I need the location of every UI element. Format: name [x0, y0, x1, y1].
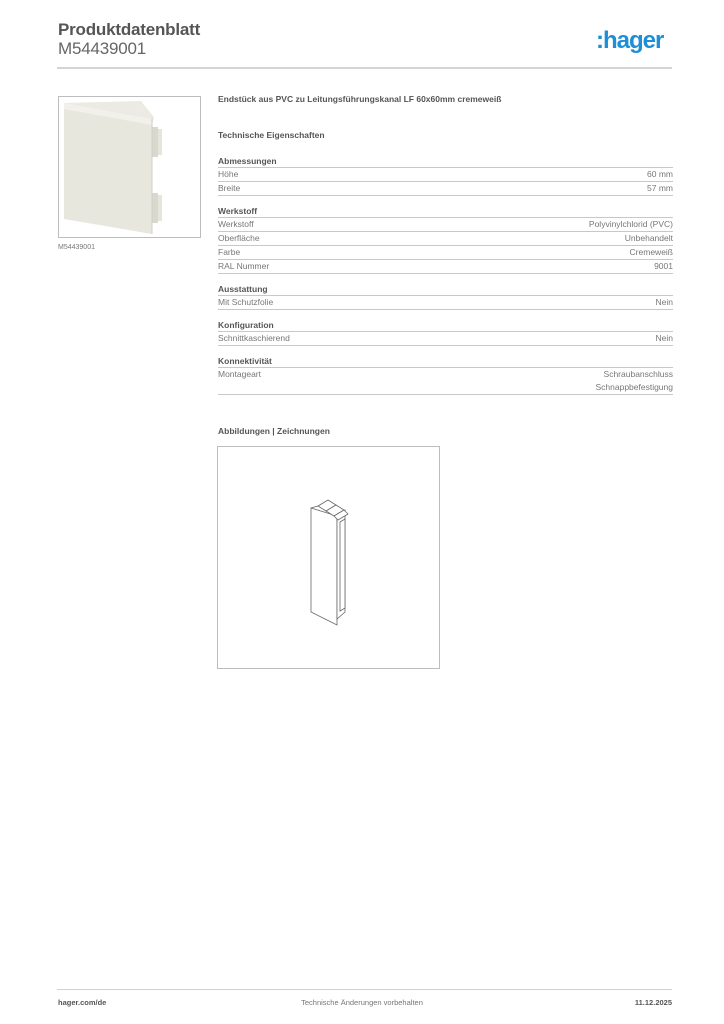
property-value: Polyvinylchlorid (PVC) — [588, 219, 673, 229]
section-title: Werkstoff — [218, 205, 673, 218]
main-content — [218, 94, 673, 404]
section-title: Konnektivität — [218, 355, 673, 368]
property-value-line: Schnappbefestigung — [595, 382, 673, 392]
property-label: Breite — [218, 183, 241, 193]
property-value: Nein — [655, 333, 673, 343]
property-value: 57 mm — [647, 183, 673, 193]
property-value: Nein — [655, 297, 673, 307]
property-row — [218, 232, 673, 246]
website-link[interactable]: hager.com/de — [58, 998, 107, 1007]
property-label: Werkstoff — [218, 219, 254, 229]
property-value: Unbehandelt — [624, 233, 673, 243]
property-row — [218, 296, 673, 310]
property-label: Höhe — [218, 169, 239, 179]
document-date: 11.12.2025 — [634, 998, 672, 1007]
hager-logo: :hager — [596, 27, 664, 54]
property-row — [218, 260, 673, 274]
property-label: RAL Nummer — [218, 261, 270, 271]
property-value — [595, 368, 673, 394]
section-title: Abmessungen — [218, 155, 673, 168]
property-label: Mit Schutzfolie — [218, 297, 274, 307]
section-equipment — [218, 283, 673, 310]
product-image-caption: M54439001 — [58, 244, 95, 251]
section-configuration — [218, 319, 673, 346]
product-image — [58, 96, 201, 238]
property-value: Cremeweiß — [629, 247, 673, 257]
footer-divider — [57, 989, 672, 990]
section-connectivity — [218, 355, 673, 395]
property-row — [218, 368, 673, 395]
property-label: Oberfläche — [218, 233, 260, 243]
section-dimensions — [218, 155, 673, 196]
product-code: M54439001 — [58, 39, 146, 58]
property-row — [218, 182, 673, 196]
property-value: 9001 — [654, 261, 673, 271]
product-description: Endstück aus PVC zu Leitungsführungskanal LF 60x60mm cremeweiß — [218, 94, 502, 104]
property-value: 60 mm — [647, 169, 673, 179]
technical-drawing — [217, 446, 440, 669]
section-title: Konfiguration — [218, 319, 673, 332]
property-row — [218, 168, 673, 182]
end-cap-line-drawing-icon — [218, 447, 441, 670]
technical-properties-heading: Technische Eigenschaften — [218, 130, 325, 140]
product-photo-icon — [59, 97, 202, 239]
property-label: Montageart — [218, 369, 261, 379]
figures-heading: Abbildungen | Zeichnungen — [218, 426, 330, 436]
property-value-line: Schraubanschluss — [603, 369, 673, 379]
property-row — [218, 246, 673, 260]
property-row — [218, 218, 673, 232]
property-row — [218, 332, 673, 346]
property-label: Schnittkaschierend — [218, 333, 290, 343]
section-material — [218, 205, 673, 274]
property-label: Farbe — [218, 247, 241, 257]
disclaimer-text: Technische Änderungen vorbehalten — [301, 998, 423, 1007]
section-title: Ausstattung — [218, 283, 673, 296]
document-title: Produktdatenblatt — [58, 20, 201, 39]
header-divider — [57, 67, 672, 69]
